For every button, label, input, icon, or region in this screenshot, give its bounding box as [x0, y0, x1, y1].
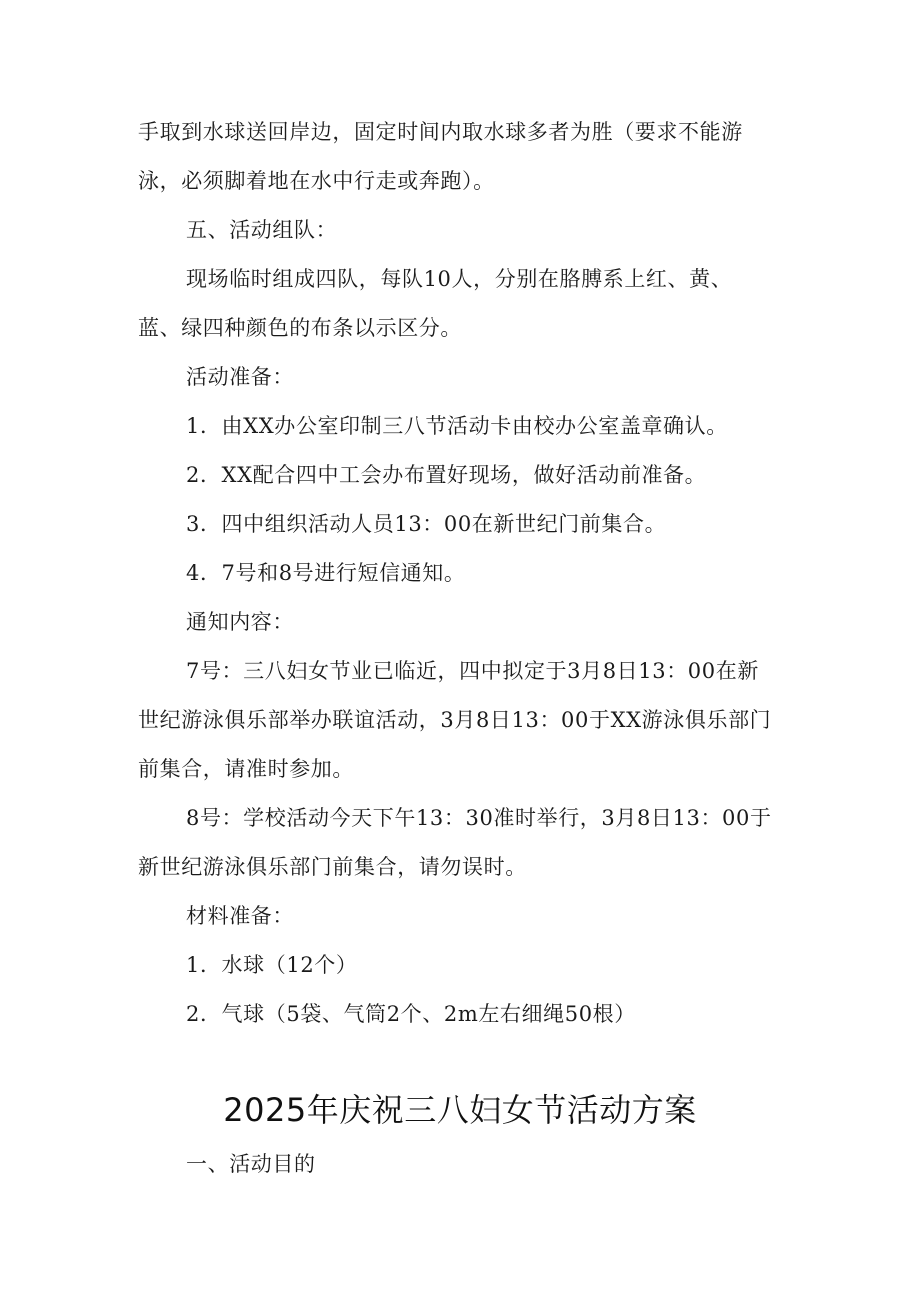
section-heading: 一、活动目的	[186, 1152, 316, 1176]
list-item: 2．气球（5袋、气筒2个、2m左右细绳50根）	[186, 1002, 636, 1026]
list-item: 1．由XX办公室印制三八节活动卡由校办公室盖章确认。	[186, 414, 728, 438]
subheading: 通知内容：	[186, 610, 294, 634]
body-line: 蓝、绿四种颜色的布条以示区分。	[138, 316, 462, 340]
body-line: 前集合，请准时参加。	[138, 757, 354, 781]
body-line: 7号：三八妇女节业已临近，四中拟定于3月8日13：00在新	[186, 659, 759, 683]
body-line: 泳，必须脚着地在水中行走或奔跑）。	[138, 169, 495, 193]
subheading: 活动准备：	[186, 365, 294, 389]
body-line: 现场临时组成四队，每队10人，分别在胳膊系上红、黄、	[186, 267, 733, 291]
section-heading: 五、活动组队：	[186, 218, 338, 242]
list-item: 1．水球（12个）	[186, 953, 358, 977]
body-line: 世纪游泳俱乐部举办联谊活动，3月8日13：00于XX游泳俱乐部门	[138, 708, 772, 732]
subheading: 材料准备：	[186, 904, 294, 928]
body-line: 8号：学校活动今天下午13：30准时举行，3月8日13：00于	[186, 806, 772, 830]
list-item: 2．XX配合四中工会办布置好现场，做好活动前准备。	[186, 463, 707, 487]
body-line: 手取到水球送回岸边，固定时间内取水球多者为胜（要求不能游	[138, 120, 743, 144]
list-item: 4．7号和8号进行短信通知。	[186, 561, 466, 585]
body-line: 新世纪游泳俱乐部门前集合，请勿误时。	[138, 855, 527, 879]
document-title: 2025年庆祝三八妇女节活动方案	[223, 1091, 697, 1129]
list-item: 3．四中组织活动人员13：00在新世纪门前集合。	[186, 512, 667, 536]
